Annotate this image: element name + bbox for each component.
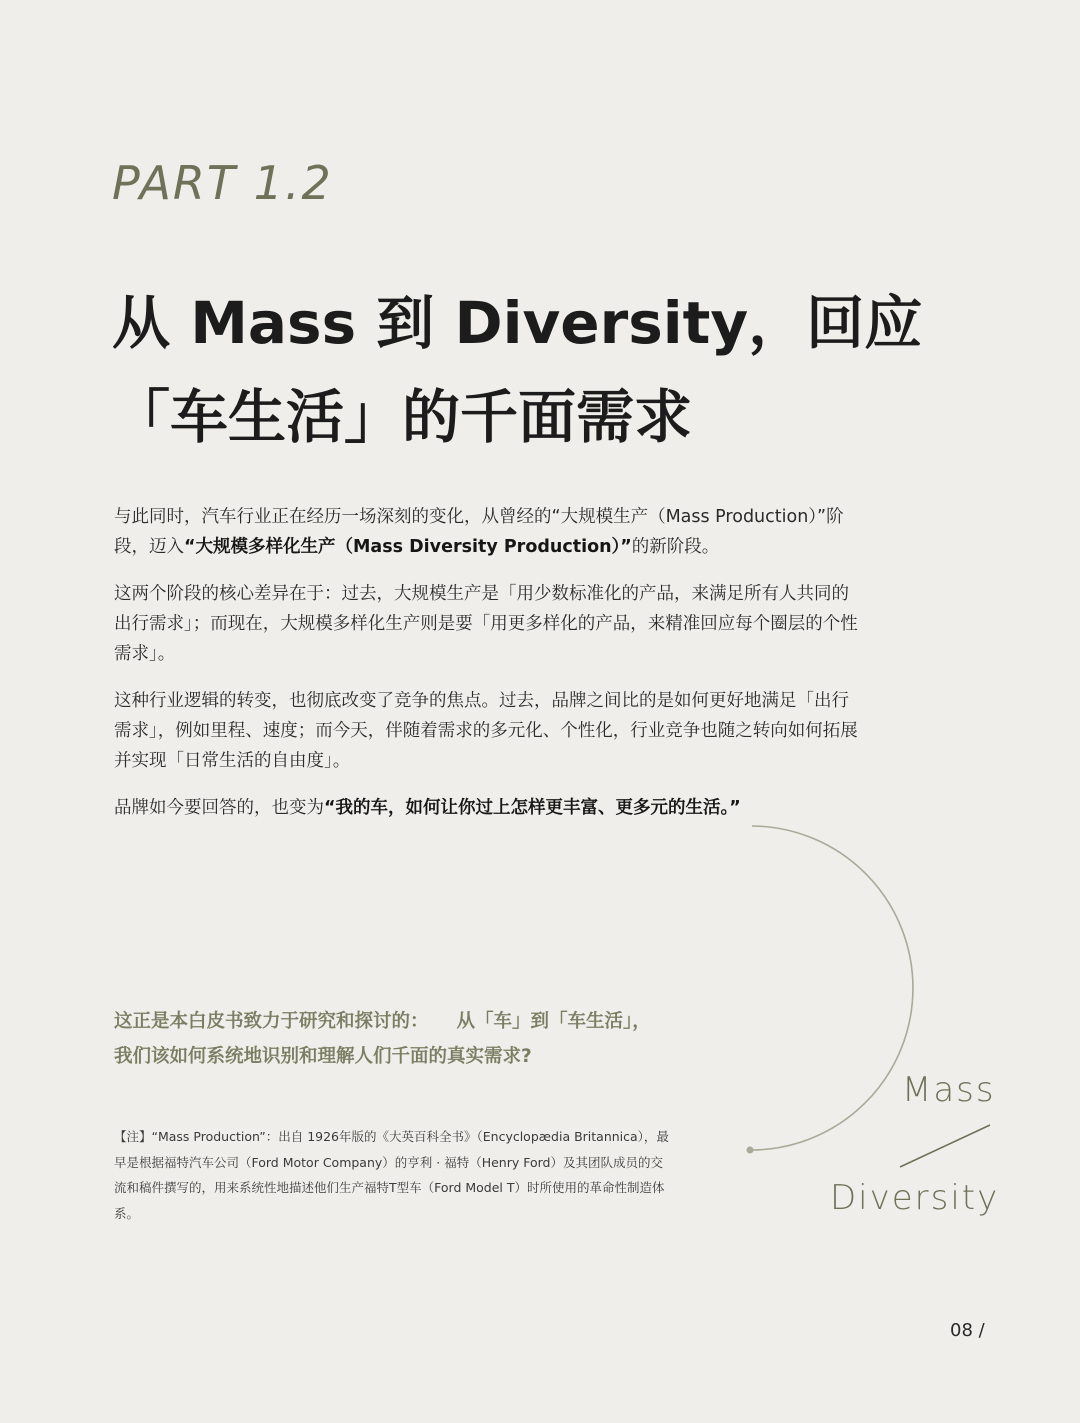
highlight-quote — [114, 1004, 734, 1074]
body-text — [114, 502, 862, 840]
highlight-line-1 — [114, 1004, 734, 1039]
highlight-line-2: 我们该如何系统地识别和理解人们千面的真实需求? — [114, 1046, 532, 1067]
paragraph-3: 这种行业逻辑的转变，也彻底改变了竞争的焦点。过去，品牌之间比的是如何更好地满足「出行需求」，例如里程、速度；而今天，伴随着需求的多元化、个性化，行业竞争也随之转向如何拓展并实现「日常生活的自由度」。 — [114, 691, 858, 771]
paragraph-1-text-a: 与此同时，汽车行业正在经历一场深刻的变化，从曾经的“大规模生产（Mass Production）”阶段，迈入 — [114, 507, 844, 557]
footnote: 【注】“Mass Production”：出自 1926年版的《大英百科全书》（Encyclopædia Britannica），最早是根据福特汽车公司（Ford Motor Company）的亨利 · 福特（Henry Ford）及其团队成员的交流和稿件撰写的，用来系统性地描述他们生产福特T型车（Ford Model T）时所使用的革命性制造体系。 — [114, 1129, 669, 1221]
page-title-line-2: 「车生活」的千面需求 — [112, 383, 693, 451]
paragraph-4 — [114, 793, 862, 823]
paragraph-1-text-b: 的新阶段。 — [631, 537, 720, 557]
graphic-word-mass: Mass — [902, 1070, 996, 1110]
page-number: 08 / — [950, 1320, 985, 1341]
highlight-line-1-b: 从「车」到「车生活」， — [456, 1011, 651, 1032]
slash-divider — [900, 1125, 990, 1167]
highlight-line-1-a: 这正是本白皮书致力于研究和探讨的： — [114, 1011, 429, 1032]
arc-curve — [750, 826, 913, 1150]
graphic-word-diversity: Diversity — [830, 1178, 1000, 1218]
section-label: PART 1.2 — [112, 156, 333, 210]
paragraph-1-bold: “大规模多样化生产（Mass Diversity Production）” — [184, 537, 632, 557]
paragraph-1 — [114, 502, 862, 562]
page-title-line-1: 从 Mass 到 Diversity，回应 — [112, 289, 923, 357]
page-title — [112, 276, 923, 464]
arc-end-dot — [747, 1147, 754, 1154]
paragraph-2: 这两个阶段的核心差异在于：过去，大规模生产是「用少数标准化的产品，来满足所有人共同的出行需求」；而现在，大规模多样化生产则是要「用更多样化的产品，来精准回应每个圈层的个性需求」。 — [114, 584, 858, 664]
paragraph-4-text-a: 品牌如今要回答的，也变为 — [114, 798, 324, 818]
paragraph-4-bold: “我的车，如何让你过上怎样更丰富、更多元的生活。” — [324, 798, 741, 818]
